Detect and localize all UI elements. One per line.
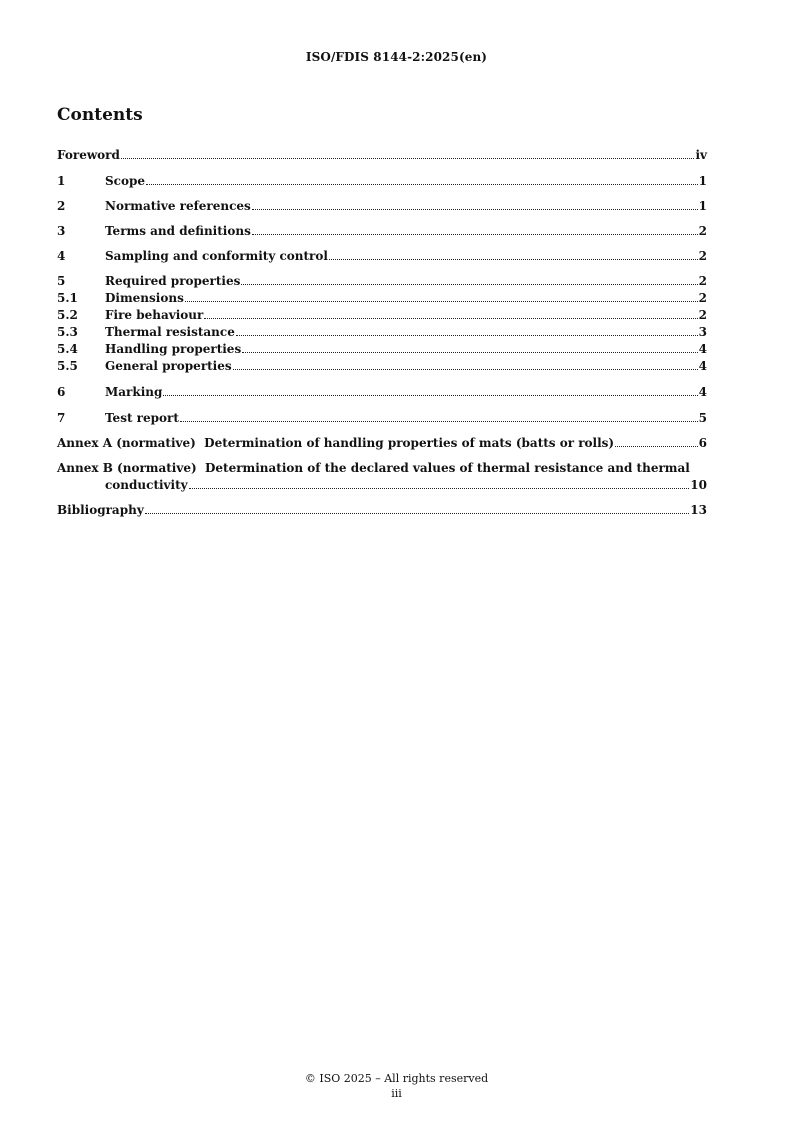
- toc-entry-page: 2: [698, 224, 707, 238]
- toc-entry-page: 13: [690, 503, 707, 517]
- toc-entry-title: Sampling and conformity control: [105, 249, 328, 263]
- toc-entry-title: Scope: [105, 174, 146, 188]
- contents-heading: Contents: [57, 105, 143, 125]
- toc-leader: [204, 318, 697, 319]
- toc-entry-page: 1: [698, 174, 707, 188]
- toc-leader: [252, 234, 698, 235]
- toc-leader: [329, 259, 698, 260]
- toc-entry-sampling[interactable]: [57, 248, 707, 265]
- toc-entry-annex-b-line2[interactable]: [105, 477, 707, 494]
- footer-page-number: iii: [391, 1087, 402, 1100]
- toc-entry-title-continued: conductivity: [105, 478, 188, 492]
- toc-entry-page: 5: [698, 411, 707, 425]
- toc-entry-thermal-resistance[interactable]: [57, 324, 707, 341]
- toc-entry-number: 7: [57, 411, 66, 425]
- toc-entry-number: 5.4: [57, 342, 78, 356]
- toc-entry-title: General properties: [105, 359, 232, 373]
- toc-entry-page: 2: [698, 308, 707, 322]
- toc-entry-handling-properties[interactable]: [57, 341, 707, 358]
- toc-leader: [615, 446, 698, 447]
- toc-entry-title: Marking: [105, 385, 163, 399]
- toc-entry-title: Annex B (normative) Determination of the declared values of thermal resistance and thermal: [57, 461, 690, 475]
- toc-entry-title: Terms and definitions: [105, 224, 251, 238]
- document-header: ISO/FDIS 8144-2:2025(en): [305, 50, 488, 64]
- toc-entry-page: 6: [698, 436, 707, 450]
- toc-leader: [146, 184, 698, 185]
- toc-entry-page: iv: [695, 148, 707, 162]
- toc-entry-number: 5.3: [57, 325, 78, 339]
- toc-leader: [252, 209, 698, 210]
- toc-leader: [180, 421, 698, 422]
- toc-entry-marking[interactable]: [57, 384, 707, 401]
- toc-entry-required-properties[interactable]: [57, 273, 707, 290]
- toc-entry-title: Bibliography: [57, 503, 144, 517]
- toc-entry-general-properties[interactable]: [57, 358, 707, 375]
- toc-leader: [241, 284, 697, 285]
- toc-entry-number: 5.5: [57, 359, 78, 373]
- toc-entry-normative-references[interactable]: [57, 198, 707, 215]
- toc-entry-title: Handling properties: [105, 342, 242, 356]
- toc-entry-number: 3: [57, 224, 66, 238]
- toc-entry-annex-b-line1[interactable]: [57, 460, 707, 477]
- toc-entry-page: 2: [698, 249, 707, 263]
- toc-entry-page: 4: [698, 342, 707, 356]
- toc-leader: [163, 395, 697, 396]
- toc-entry-title: Required properties: [105, 274, 241, 288]
- toc-entry-bibliography[interactable]: [57, 502, 707, 519]
- toc-entry-title: Thermal resistance: [105, 325, 235, 339]
- toc-entry-number: 5.1: [57, 291, 78, 305]
- toc-entry-number: 4: [57, 249, 66, 263]
- toc-entry-number: 6: [57, 385, 66, 399]
- toc-entry-number: 5.2: [57, 308, 78, 322]
- toc-entry-page: 2: [698, 274, 707, 288]
- toc-entry-foreword[interactable]: [57, 147, 707, 164]
- toc-entry-annex-a[interactable]: [57, 435, 707, 452]
- toc-entry-title: Foreword: [57, 148, 120, 162]
- toc-entry-test-report[interactable]: [57, 410, 707, 427]
- toc-entry-page: 3: [698, 325, 707, 339]
- toc-entry-scope[interactable]: [57, 173, 707, 190]
- toc-entry-terms-and-definitions[interactable]: [57, 223, 707, 240]
- toc-entry-page: 1: [698, 199, 707, 213]
- toc-entry-title: Normative references: [105, 199, 251, 213]
- toc-entry-title: Fire behaviour: [105, 308, 204, 322]
- toc-leader: [189, 488, 690, 489]
- toc-leader: [236, 335, 698, 336]
- toc-leader: [145, 513, 690, 514]
- toc-leader: [185, 301, 698, 302]
- toc-leader: [233, 369, 698, 370]
- toc-entry-title: Test report: [105, 411, 179, 425]
- toc-entry-page: 4: [698, 385, 707, 399]
- toc-entry-fire-behaviour[interactable]: [57, 307, 707, 324]
- toc-entry-number: 5: [57, 274, 66, 288]
- toc-entry-page: 4: [698, 359, 707, 373]
- toc-entry-title: Dimensions: [105, 291, 184, 305]
- toc-entry-dimensions[interactable]: [57, 290, 707, 307]
- toc-entry-page: 10: [690, 478, 707, 492]
- toc-leader: [121, 158, 695, 159]
- toc-entry-number: 1: [57, 174, 66, 188]
- toc-leader: [242, 352, 697, 353]
- footer-copyright: © ISO 2025 – All rights reserved: [304, 1072, 489, 1085]
- toc-entry-title: Annex A (normative) Determination of handling properties of mats (batts or rolls): [57, 436, 615, 450]
- toc-entry-page: 2: [698, 291, 707, 305]
- toc-entry-number: 2: [57, 199, 66, 213]
